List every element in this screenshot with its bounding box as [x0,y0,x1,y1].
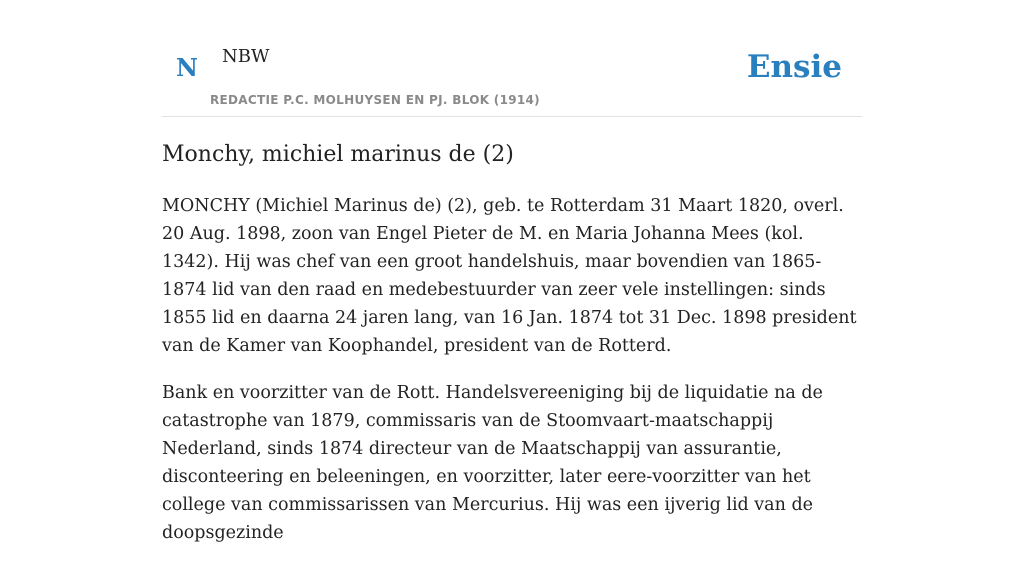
page-container [162,0,862,543]
ensie-logo[interactable]: Ensie [746,49,842,85]
book-title[interactable]: NBW [222,46,270,67]
article-title: Monchy, michiel marinus de (2) [162,142,514,167]
article-paragraph: Bank en voorzitter van de Rott. Handelsvereeniging bij de liquidatie na de catastrophe van 1879, commissaris van de Stoomvaart-maatschappij Nederland, sinds 1874 directeur van de Maatschappij van assurantie, disconteering en beleeningen, en voorzitter, later eere-voorzitter van het college van commissarissen van Mercurius. Hij was een ijverig lid van de doopsgezinde [162,383,823,543]
header [162,0,862,117]
article-paragraph: MONCHY (Michiel Marinus de) (2), geb. te Rotterdam 31 Maart 1820, overl. 20 Aug. 1898, zoon van Engel Pieter de M. en Maria Johanna Mees (kol. 1342). Hij was chef van een groot handelshuis, maar bovendien van 1865-1874 lid van den raad en medebestuurder van zeer vele instellingen: sinds 1855 lid en daarna 24 jaren lang, van 16 Jan. 1874 tot 31 Dec. 1898 president van de Kamer van Koophandel, president van de Rotterd. [162,196,857,356]
book-letter-icon[interactable]: N [176,53,198,82]
book-subtitle: REDACTIE P.C. MOLHUYSEN EN PJ. BLOK (1914) [210,93,540,107]
article-body [162,192,862,566]
